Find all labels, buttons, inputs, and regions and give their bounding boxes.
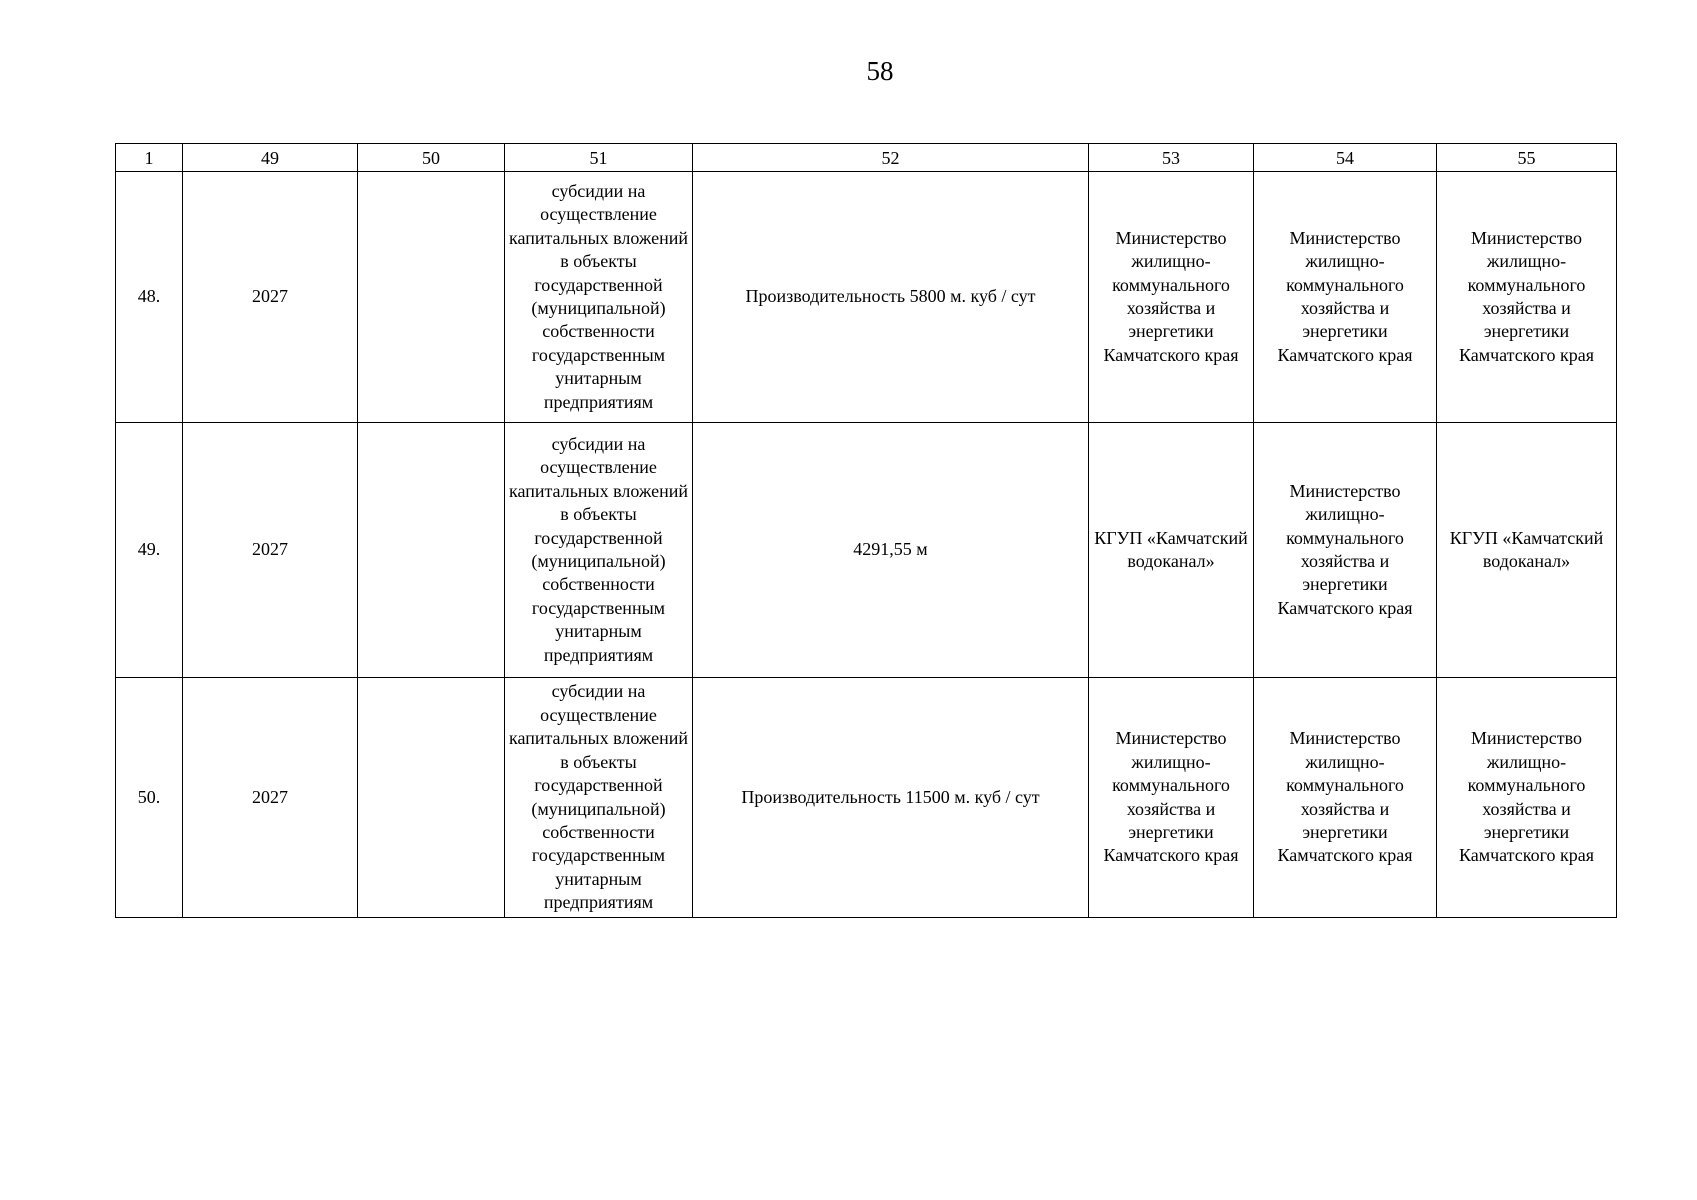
column-header: 52 xyxy=(693,144,1089,172)
col54-cell: Министерство жилищно-коммунального хозяйства и энергетики Камчатского края xyxy=(1254,678,1437,918)
capacity-cell: Производительность 11500 м. куб / сут xyxy=(693,678,1089,918)
col55-cell: Министерство жилищно-коммунального хозяйства и энергетики Камчатского края xyxy=(1437,678,1617,918)
page-number: 58 xyxy=(866,56,894,86)
data-table xyxy=(115,143,1617,918)
table-row xyxy=(116,423,1617,678)
column-header: 50 xyxy=(358,144,505,172)
col53-cell: КГУП «Камчатский водоканал» xyxy=(1089,423,1254,678)
capacity-cell: 4291,55 м xyxy=(693,423,1089,678)
column-header: 51 xyxy=(505,144,693,172)
col53-cell: Министерство жилищно-коммунального хозяйства и энергетики Камчатского края xyxy=(1089,172,1254,423)
row-number-cell: 49. xyxy=(116,423,183,678)
year-cell: 2027 xyxy=(183,678,358,918)
col50-cell xyxy=(358,172,505,423)
column-header: 54 xyxy=(1254,144,1437,172)
year-cell: 2027 xyxy=(183,172,358,423)
row-number-cell: 50. xyxy=(116,678,183,918)
col53-cell: Министерство жилищно-коммунального хозяйства и энергетики Камчатского края xyxy=(1089,678,1254,918)
funding-type-cell: субсидии на осуществление капитальных вложений в объекты государственной (муниципальной) собственности государственным унитарным предприятиям xyxy=(505,172,693,423)
col55-cell: Министерство жилищно-коммунального хозяйства и энергетики Камчатского края xyxy=(1437,172,1617,423)
col50-cell xyxy=(358,678,505,918)
column-header: 55 xyxy=(1437,144,1617,172)
year-cell: 2027 xyxy=(183,423,358,678)
column-header: 53 xyxy=(1089,144,1254,172)
capacity-cell: Производительность 5800 м. куб / сут xyxy=(693,172,1089,423)
funding-type-cell: субсидии на осуществление капитальных вложений в объекты государственной (муниципальной) собственности государственным унитарным предприятиям xyxy=(505,678,693,918)
col50-cell xyxy=(358,423,505,678)
funding-type-cell: субсидии на осуществление капитальных вложений в объекты государственной (муниципальной) собственности государственным унитарным предприятиям xyxy=(505,423,693,678)
column-header: 49 xyxy=(183,144,358,172)
column-header: 1 xyxy=(116,144,183,172)
col54-cell: Министерство жилищно-коммунального хозяйства и энергетики Камчатского края xyxy=(1254,423,1437,678)
col54-cell: Министерство жилищно-коммунального хозяйства и энергетики Камчатского края xyxy=(1254,172,1437,423)
table-header-row xyxy=(116,144,1617,172)
col55-cell: КГУП «Камчатский водоканал» xyxy=(1437,423,1617,678)
table-row xyxy=(116,678,1617,918)
row-number-cell: 48. xyxy=(116,172,183,423)
table-row xyxy=(116,172,1617,423)
